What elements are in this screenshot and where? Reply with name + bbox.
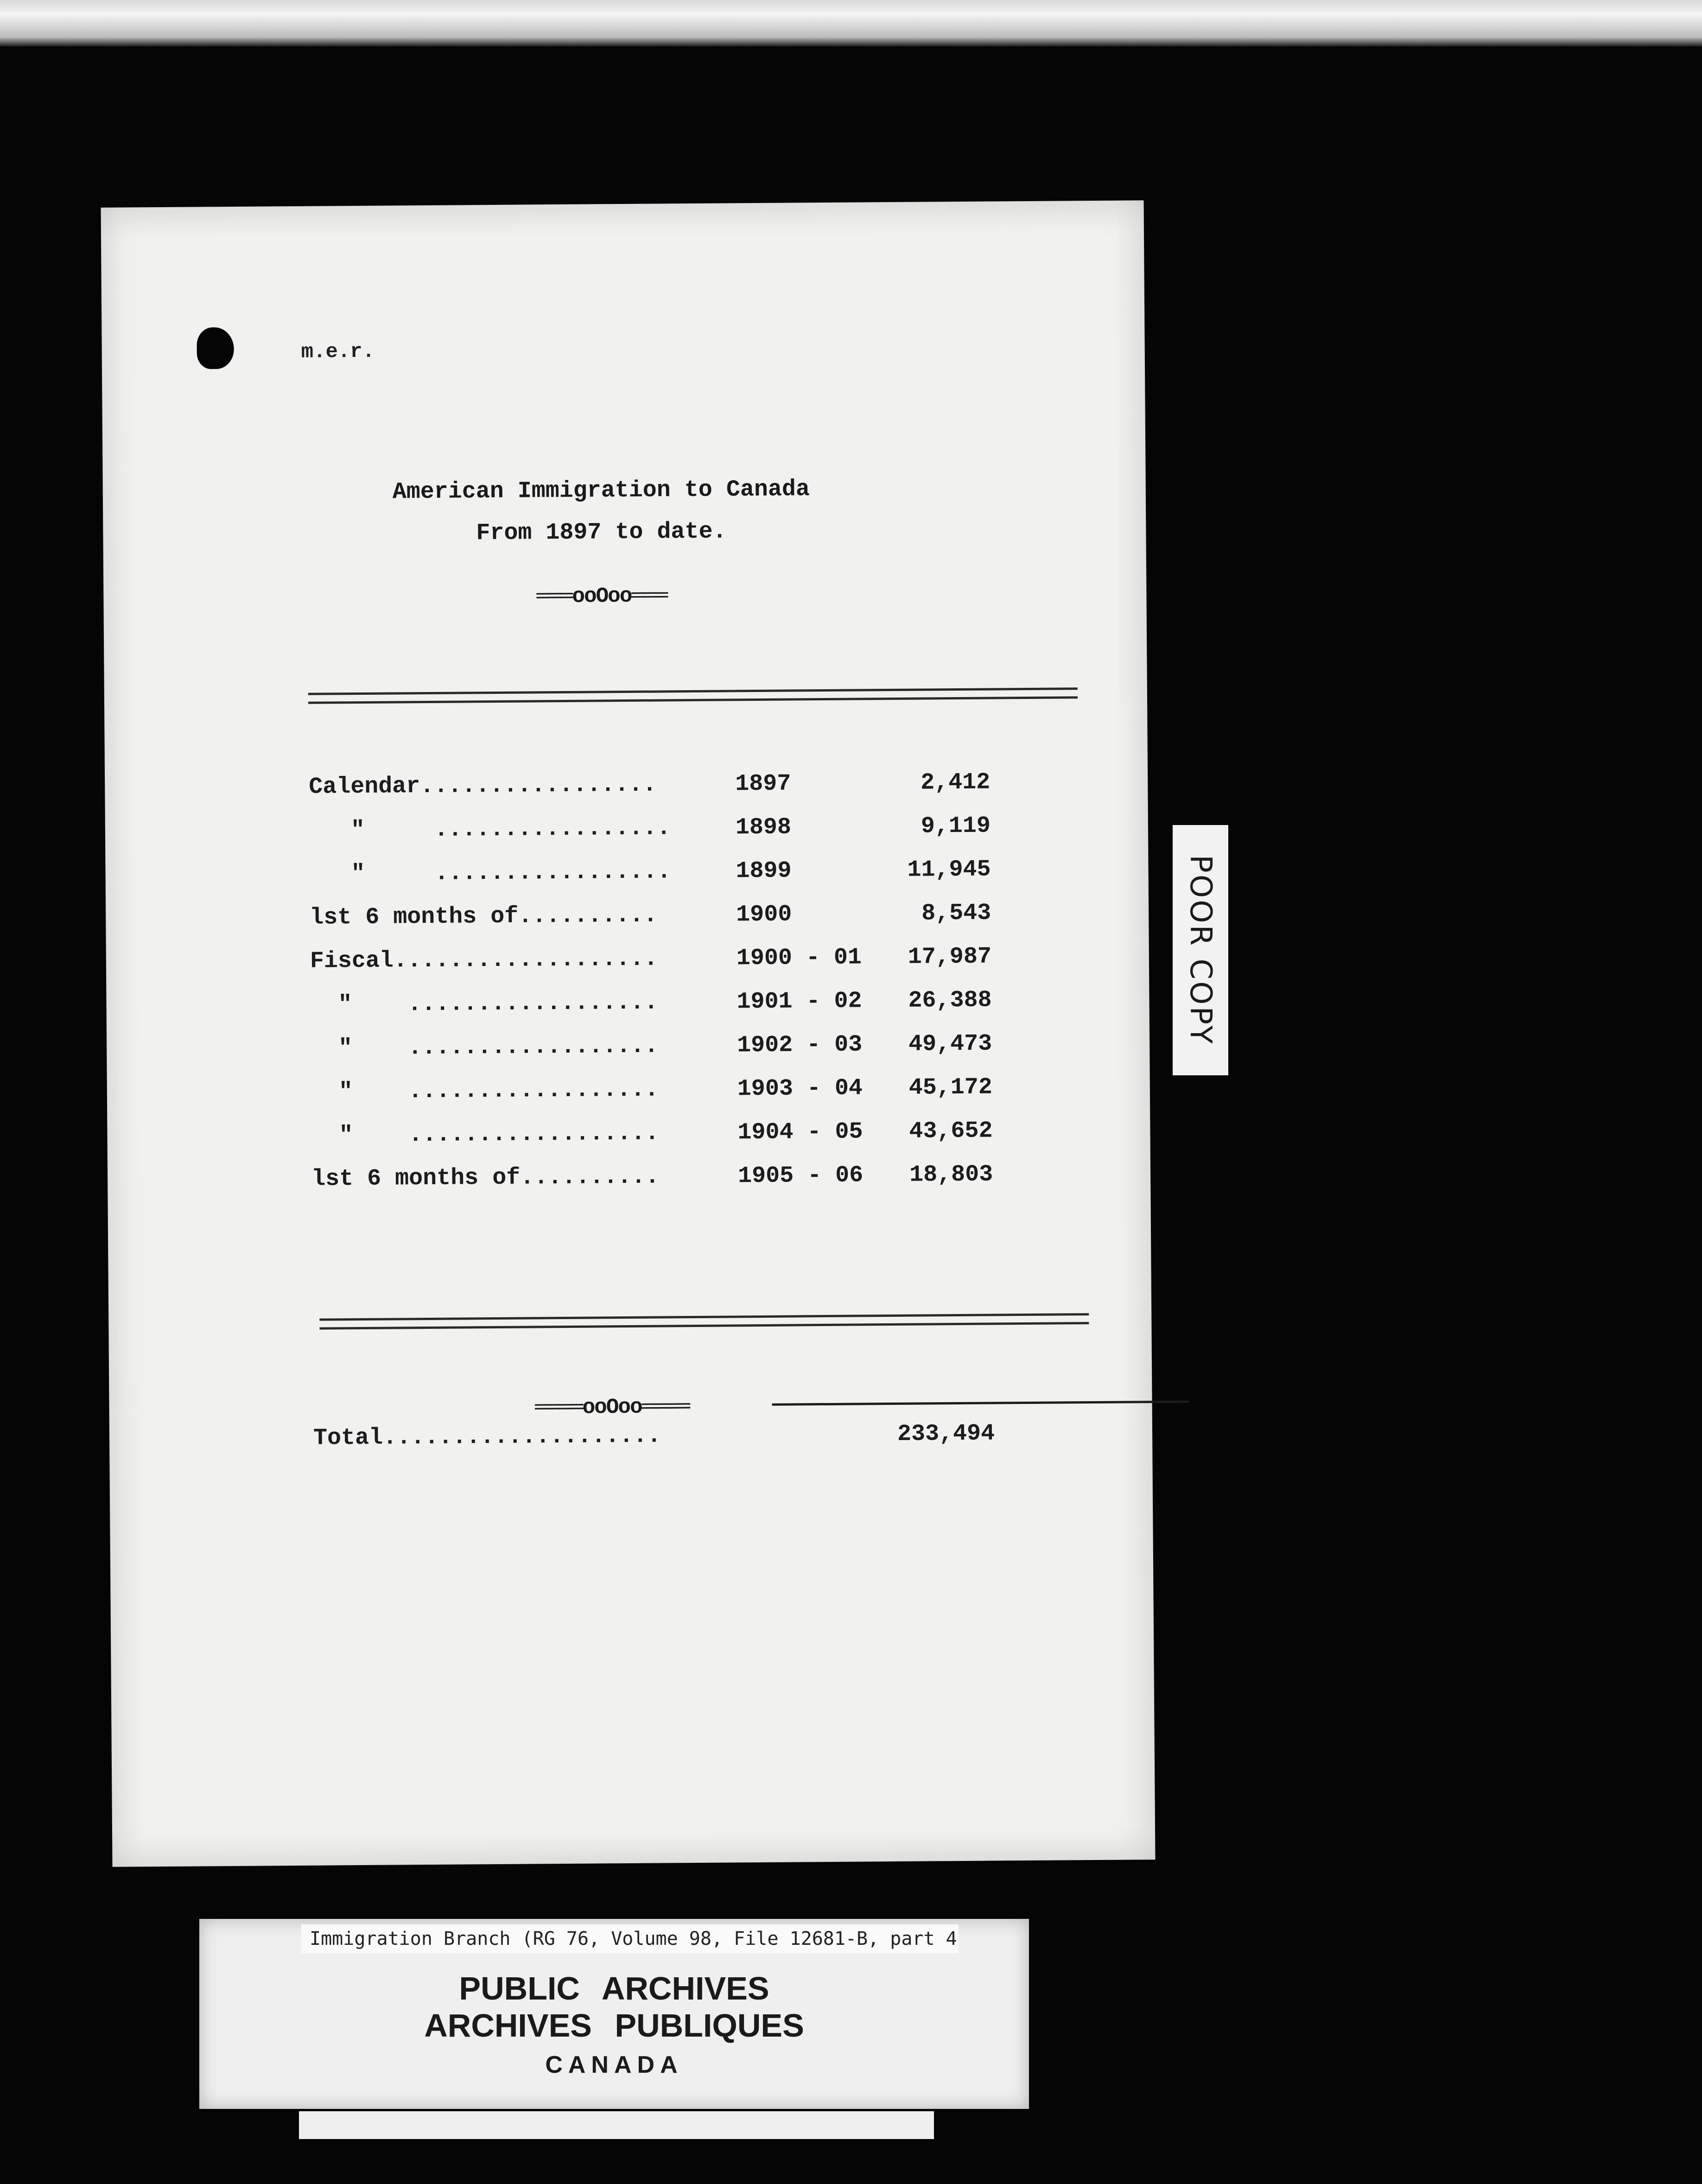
double-rule-top bbox=[308, 687, 1078, 704]
archive-name-english: PUBLIC ARCHIVES bbox=[459, 1970, 769, 2006]
row-year: 1905 - 06 bbox=[737, 1162, 864, 1190]
row-year: 1901 - 02 bbox=[737, 988, 862, 1016]
row-year: 1902 - 03 bbox=[737, 1031, 863, 1059]
row-year: 1900 - 01 bbox=[736, 944, 862, 972]
poor-copy-stamp bbox=[1173, 825, 1228, 1075]
row-year: 1897 bbox=[735, 770, 791, 798]
row-year: 1898 bbox=[735, 814, 792, 841]
initials: m.e.r. bbox=[301, 340, 375, 364]
table-row bbox=[311, 1073, 1099, 1123]
table-row bbox=[309, 856, 1098, 905]
archive-name-french: ARCHIVES PUBLIQUES bbox=[424, 2007, 804, 2044]
ornament-divider-bottom: ════ooOoo════ bbox=[535, 1395, 690, 1420]
row-label: lst 6 months of.......... bbox=[310, 902, 658, 931]
punch-hole bbox=[197, 327, 234, 369]
table-row bbox=[310, 899, 1098, 948]
row-value: 17,987 bbox=[908, 943, 992, 971]
row-year: 1903 - 04 bbox=[737, 1075, 863, 1103]
row-value: 26,388 bbox=[908, 987, 992, 1014]
row-label: " .................. bbox=[310, 989, 658, 1018]
table-row bbox=[311, 1117, 1099, 1166]
total-row bbox=[313, 1420, 1102, 1462]
row-value: 8,543 bbox=[921, 900, 991, 927]
film-top-edge bbox=[0, 0, 1702, 46]
document-page bbox=[101, 200, 1156, 1867]
row-value: 2,412 bbox=[921, 769, 991, 796]
row-label: " ................. bbox=[309, 815, 671, 844]
document-subtitle: From 1897 to date. bbox=[476, 518, 727, 547]
row-year: 1899 bbox=[736, 857, 792, 885]
row-label: " .................. bbox=[311, 1033, 659, 1062]
table-row bbox=[311, 1161, 1100, 1210]
immigration-table bbox=[309, 768, 1100, 1210]
label-bottom-tab bbox=[299, 2111, 934, 2139]
row-label: Calendar................. bbox=[309, 771, 657, 800]
table-row bbox=[310, 943, 1099, 992]
row-year: 1904 - 05 bbox=[737, 1118, 863, 1146]
row-label: Fiscal................... bbox=[310, 946, 658, 975]
archive-reference: Immigration Branch (RG 76, Volume 98, File 12681-B, part 4 bbox=[301, 1924, 959, 1953]
row-label: " ................. bbox=[309, 858, 671, 888]
archive-label-card bbox=[199, 1919, 1029, 2109]
table-row bbox=[310, 986, 1099, 1035]
document-title: American Immigration to Canada bbox=[392, 476, 810, 506]
stamp-text: POOR COPY bbox=[1183, 855, 1218, 1046]
row-year: 1900 bbox=[736, 901, 792, 928]
double-rule-bottom bbox=[319, 1313, 1089, 1330]
row-value: 9,119 bbox=[921, 813, 991, 840]
table-row bbox=[311, 1030, 1099, 1079]
total-value: 233,494 bbox=[897, 1420, 995, 1448]
archive-country: CANADA bbox=[545, 2051, 683, 2078]
row-label: " .................. bbox=[311, 1076, 659, 1105]
ornament-divider-top: ═══ooOoo═══ bbox=[536, 584, 667, 609]
row-value: 18,803 bbox=[909, 1161, 993, 1188]
table-row bbox=[309, 812, 1098, 861]
row-value: 49,473 bbox=[908, 1030, 992, 1058]
row-label: lst 6 months of.......... bbox=[311, 1163, 660, 1193]
row-label: " .................. bbox=[311, 1120, 659, 1149]
table-row bbox=[309, 768, 1097, 818]
row-value: 45,172 bbox=[908, 1074, 993, 1101]
row-value: 43,652 bbox=[909, 1117, 993, 1145]
row-value: 11,945 bbox=[907, 856, 991, 883]
total-label: Total.................... bbox=[313, 1422, 661, 1452]
